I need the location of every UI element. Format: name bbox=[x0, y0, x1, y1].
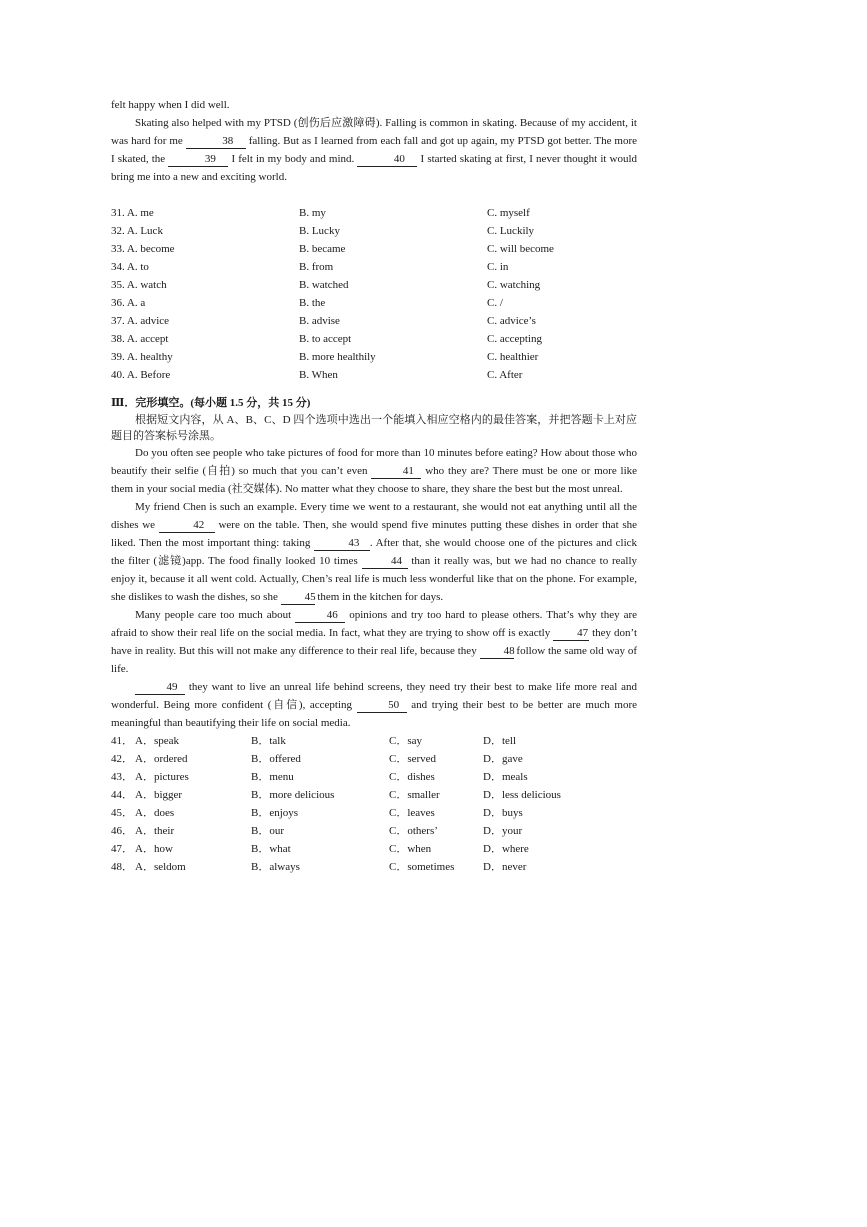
blank-41: 41 bbox=[371, 464, 421, 479]
passage2-paragraph-3 bbox=[111, 606, 637, 678]
question-number: 45． bbox=[111, 807, 133, 819]
option-b: B．enjoys bbox=[251, 807, 299, 819]
question-number: 47． bbox=[111, 843, 133, 855]
passage-text: than it really was, but we had no chance to really enjoy it, because it all went cold. Actually, Chen’s real life is much less wonderful like that on the phone. For example, she dislikes to wash the dishes, so she bbox=[111, 555, 638, 603]
option-a: A．does bbox=[135, 807, 175, 819]
option-a: A．how bbox=[135, 843, 173, 855]
passage1-line0: felt happy when I did well. bbox=[111, 99, 230, 111]
question-number: 42． bbox=[111, 753, 133, 765]
passage-text: opinions and try too hard to please others. That’s why they are afraid to show their real life on the social media. In fact, what they are trying to show off is exactly bbox=[111, 609, 638, 639]
option-row-43 bbox=[111, 768, 637, 786]
option-c: C．dishes bbox=[389, 771, 435, 783]
exam-page bbox=[111, 96, 637, 876]
option-a: A．bigger bbox=[135, 789, 183, 801]
option-a: A．pictures bbox=[135, 771, 189, 783]
option-row-45 bbox=[111, 804, 637, 822]
option-a: 34. A. to bbox=[111, 261, 149, 273]
question-number: 48． bbox=[111, 861, 133, 873]
passage-text: them in the kitchen for days. bbox=[317, 591, 444, 603]
option-c: C．served bbox=[389, 753, 437, 765]
option-a: 38. A. accept bbox=[111, 333, 169, 345]
option-d: D．buys bbox=[483, 807, 523, 819]
blank-46: 46 bbox=[295, 608, 345, 623]
passage-text: My friend Chen is such an example. Every time we went to a restaurant, she would not eat anything until all the dishes we bbox=[111, 501, 637, 531]
option-c: C. Luckily bbox=[487, 225, 535, 237]
option-c: C．leaves bbox=[389, 807, 435, 819]
option-b: B. from bbox=[299, 261, 334, 273]
passage-text: were on the table. Then, she would spend five minutes putting these dishes in order that she liked. Then the most important thing: taking bbox=[111, 519, 637, 549]
option-a: 35. A. watch bbox=[111, 279, 167, 291]
option-c: C．when bbox=[389, 843, 432, 855]
option-a: 31. A. me bbox=[111, 207, 154, 219]
passage-text: they want to live an unreal life behind screens, they need try their best to make life more real and wonderful. Being more confident (自信), accepting bbox=[111, 681, 638, 711]
blank-39: 39 bbox=[168, 152, 228, 167]
blank-42: 42 bbox=[159, 518, 215, 533]
section-title: Ⅲ．完形填空。(每小题 1.5 分，共 15 分) bbox=[111, 397, 311, 409]
option-c: C．sometimes bbox=[389, 861, 455, 873]
option-d: D．where bbox=[483, 843, 529, 855]
option-d: D．gave bbox=[483, 753, 523, 765]
passage-text: follow the same old way of life. bbox=[111, 645, 638, 675]
section-instruction: 根据短文内容，从 A、B、C、D 四个选项中选出一个能填入相应空格内的最佳答案，并把答题卡上对应题目的答案标号涂黑。 bbox=[111, 414, 637, 442]
option-row-39 bbox=[111, 348, 637, 366]
option-b: B．what bbox=[251, 843, 291, 855]
option-a: 32. A. Luck bbox=[111, 225, 163, 237]
option-b: B. more healthily bbox=[299, 351, 376, 363]
option-row-38 bbox=[111, 330, 637, 348]
option-row-47 bbox=[111, 840, 637, 858]
blank-40: 40 bbox=[357, 152, 417, 167]
option-a: 36. A. a bbox=[111, 297, 146, 309]
option-c: C. in bbox=[487, 261, 509, 273]
option-d: D．your bbox=[483, 825, 523, 837]
option-b: B. Lucky bbox=[299, 225, 340, 237]
passage2-paragraph-4 bbox=[111, 678, 637, 732]
option-row-44 bbox=[111, 786, 637, 804]
option-b: B. became bbox=[299, 243, 346, 255]
question-number: 43． bbox=[111, 771, 133, 783]
option-b: B. watched bbox=[299, 279, 349, 291]
option-row-46 bbox=[111, 822, 637, 840]
option-b: B．our bbox=[251, 825, 284, 837]
option-row-36 bbox=[111, 294, 637, 312]
passage-text: Many people care too much about bbox=[135, 609, 292, 621]
option-c: C. accepting bbox=[487, 333, 542, 345]
passage-text: falling. But as I learned from each fall and got up again, my PTSD got better. The more I skated, the bbox=[111, 135, 638, 165]
option-a: A．their bbox=[135, 825, 175, 837]
option-c: C. After bbox=[487, 369, 523, 381]
passage1-paragraph bbox=[111, 114, 637, 186]
option-b: B. When bbox=[299, 369, 338, 381]
blank-45: 45 bbox=[281, 590, 315, 605]
option-row-48 bbox=[111, 858, 637, 876]
options-41-48 bbox=[111, 732, 637, 876]
option-row-37 bbox=[111, 312, 637, 330]
question-number: 46． bbox=[111, 825, 133, 837]
passage-text: and trying their best to be better are much more meaningful than beautifying their life on social media. bbox=[111, 699, 638, 729]
option-a: 40. A. Before bbox=[111, 369, 171, 381]
option-c: C. / bbox=[487, 297, 503, 309]
option-d: D．never bbox=[483, 861, 527, 873]
option-c: C. healthier bbox=[487, 351, 539, 363]
option-b: B．menu bbox=[251, 771, 294, 783]
passage-text: Skating also helped with my PTSD (创伤后应激障碍). Falling is common in skating. Because of my accident, it was hard for me bbox=[111, 117, 637, 147]
option-a: A．speak bbox=[135, 735, 179, 747]
passage-text: . After that, she would choose one of the pictures and click the filter (滤镜)app. The food finally looked 10 times bbox=[111, 537, 638, 567]
option-a: A．seldom bbox=[135, 861, 186, 873]
blank-49: 49 bbox=[135, 680, 185, 695]
option-c: C. advice’s bbox=[487, 315, 536, 327]
passage2-paragraph-1 bbox=[111, 444, 637, 498]
blank-50: 50 bbox=[357, 698, 407, 713]
option-row-33 bbox=[111, 240, 637, 258]
option-b: B．offered bbox=[251, 753, 301, 765]
blank-44: 44 bbox=[362, 554, 408, 569]
option-row-40 bbox=[111, 366, 637, 384]
option-a: 37. A. advice bbox=[111, 315, 170, 327]
option-c: C．others’ bbox=[389, 825, 438, 837]
option-d: D．meals bbox=[483, 771, 528, 783]
option-b: B. advise bbox=[299, 315, 340, 327]
option-b: B. my bbox=[299, 207, 326, 219]
passage-text: I started skating at first, I never thought it would bring me into a new and exciting world. bbox=[111, 153, 638, 183]
passage-text: Do you often see people who take pictures of food for more than 10 minutes before eating? How about those who beautify their selfie (自拍) so much that you can’t even bbox=[111, 447, 637, 477]
option-b: B．talk bbox=[251, 735, 286, 747]
options-31-40 bbox=[111, 204, 637, 384]
passage-text: who they are? There must be one or more like them in your social media (社交媒体). No matter what they choose to share, they share the best but the most unreal. bbox=[111, 465, 638, 495]
option-c: C. myself bbox=[487, 207, 530, 219]
question-number: 44． bbox=[111, 789, 133, 801]
option-a: 39. A. healthy bbox=[111, 351, 173, 363]
option-row-42 bbox=[111, 750, 637, 768]
passage-text: I felt in my body and mind. bbox=[231, 153, 355, 165]
option-b: B. the bbox=[299, 297, 326, 309]
blank-48: 48 bbox=[480, 644, 514, 659]
option-d: D．tell bbox=[483, 735, 516, 747]
passage2-paragraph-2 bbox=[111, 498, 637, 606]
option-b: B．more delicious bbox=[251, 789, 335, 801]
option-row-35 bbox=[111, 276, 637, 294]
option-d: D．less delicious bbox=[483, 789, 561, 801]
passage-text: they don’t have in reality. But this will not make any difference to their real life, because they bbox=[111, 627, 638, 657]
option-a: 33. A. become bbox=[111, 243, 175, 255]
option-row-34 bbox=[111, 258, 637, 276]
option-row-32 bbox=[111, 222, 637, 240]
question-number: 41． bbox=[111, 735, 133, 747]
option-c: C. will become bbox=[487, 243, 554, 255]
option-b: B. to accept bbox=[299, 333, 352, 345]
option-row-31 bbox=[111, 204, 637, 222]
option-c: C．say bbox=[389, 735, 422, 747]
option-a: A．ordered bbox=[135, 753, 188, 765]
blank-47: 47 bbox=[553, 626, 589, 641]
blank-43: 43 bbox=[314, 536, 370, 551]
option-c: C．smaller bbox=[389, 789, 440, 801]
option-b: B．always bbox=[251, 861, 300, 873]
blank-38: 38 bbox=[186, 134, 246, 149]
option-c: C. watching bbox=[487, 279, 541, 291]
option-row-41 bbox=[111, 732, 637, 750]
